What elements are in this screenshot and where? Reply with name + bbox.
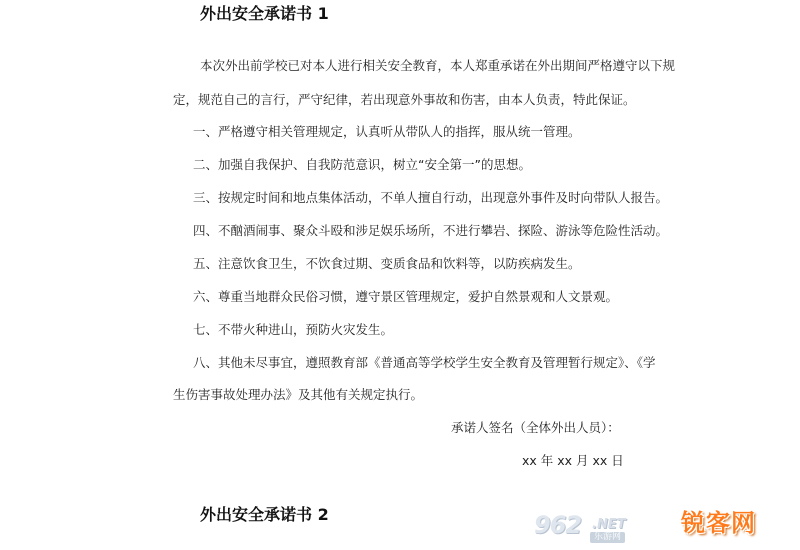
document-title-2: 外出安全承诺书 2: [200, 505, 329, 524]
rule-item-4: 四、不酗酒闹事、聚众斗殴和涉足娱乐场所，不进行攀岩、探险、游泳等危险性活动。: [193, 223, 669, 238]
rule-item-8-line-1: 八、其他未尽事宜，遵照教育部《普通高等学校学生安全教育及管理暂行规定》、《学: [193, 355, 656, 370]
rule-item-3: 三、按规定时间和地点集体活动，不单人擅自行动，出现意外事件及时向带队人报告。: [193, 190, 669, 205]
document-title-1: 外出安全承诺书 1: [200, 4, 329, 23]
watermark-962-logo: [530, 511, 648, 545]
rule-item-1: 一、严格遵守相关管理规定，认真听从带队人的指挥，服从统一管理。: [193, 124, 581, 139]
watermark-ruike-logo: 锐客网: [681, 509, 756, 537]
rule-item-7: 七、不带火种进山，预防火灾发生。: [193, 322, 394, 337]
rule-item-2: 二、加强自我保护、自我防范意识，树立“安全第一”的思想。: [193, 157, 531, 172]
rule-item-5: 五、注意饮食卫生，不饮食过期、变质食品和饮料等，以防疾病发生。: [193, 256, 581, 271]
rule-item-6: 六、尊重当地群众民俗习惯，遵守景区管理规定，爱护自然景观和人文景观。: [193, 289, 619, 304]
date-line: xx 年 xx 月 xx 日: [522, 453, 624, 468]
watermark-962-number: 962: [534, 511, 582, 539]
rule-item-8-line-2: 生伤害事故处理办法》及其他有关规定执行。: [173, 387, 424, 402]
signature-label: 承诺人签名（全体外出人员）：: [451, 420, 620, 435]
watermark-962-net: .NET: [592, 517, 626, 532]
paragraph-intro-line-2: 定，规范自己的言行，严守纪律，若出现意外事故和伤害，由本人负责，特此保证。: [173, 92, 636, 107]
paragraph-intro-line-1: 本次外出前学校已对本人进行相关安全教育，本人郑重承诺在外出期间严格遵守以下规: [200, 58, 676, 73]
watermark-962-sub: 乐游网: [590, 532, 625, 543]
